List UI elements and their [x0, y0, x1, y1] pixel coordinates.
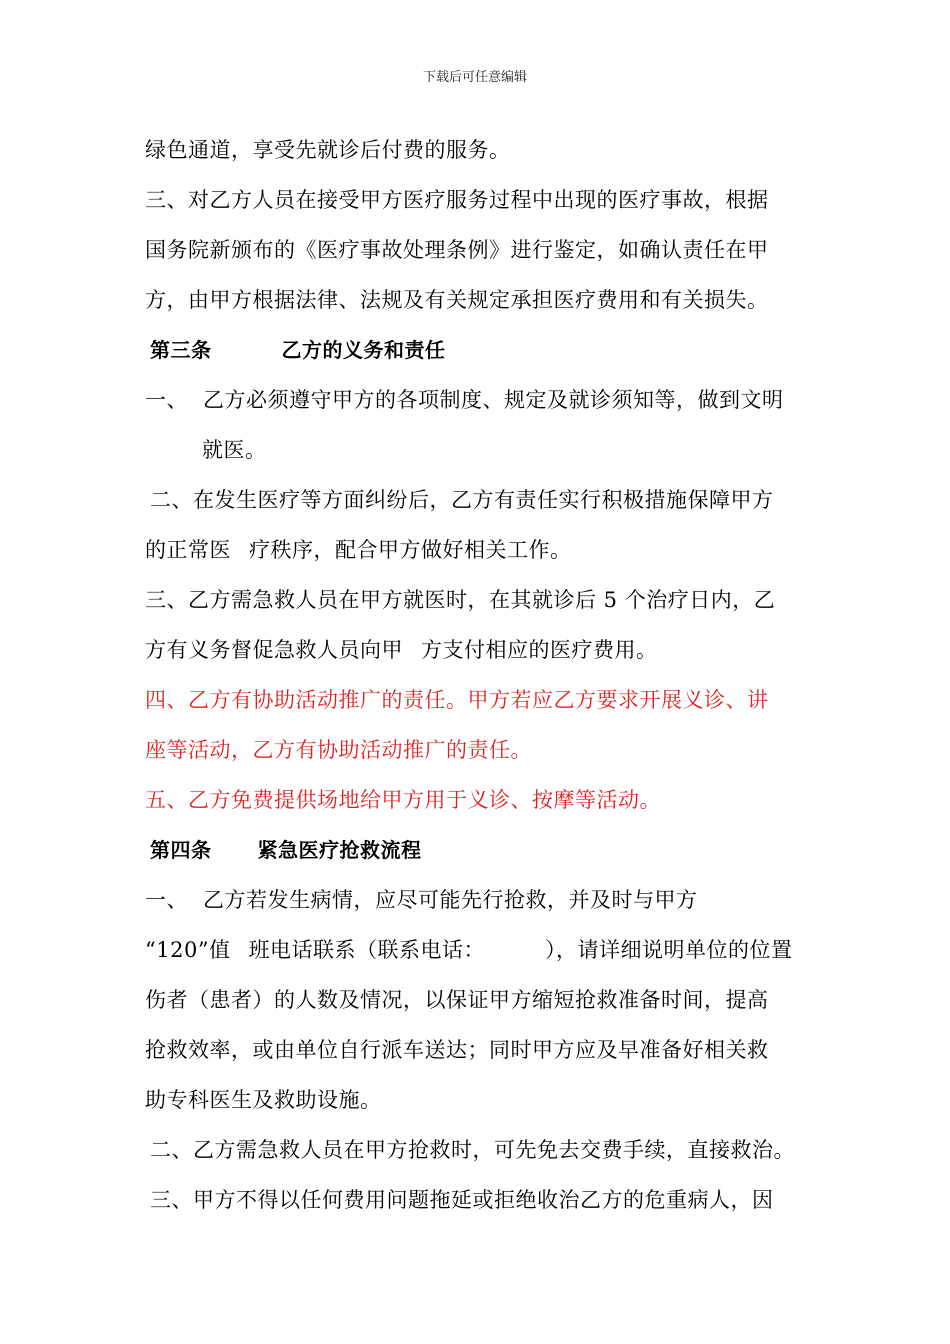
list-number: 一、 — [145, 388, 188, 412]
paragraph-line — [145, 636, 658, 664]
article-number: 第三条 — [150, 338, 212, 362]
article-number: 第四条 — [150, 838, 212, 862]
paragraph-line: 方，由甲方根据法律、法规及有关规定承担医疗费用和有关损失。 — [145, 288, 769, 312]
paragraph-line: 二、在发生医疗等方面纠纷后，乙方有责任实行积极措施保障甲方 — [150, 488, 774, 512]
highlighted-line: 五、乙方免费提供场地给甲方用于义诊、按摩等活动。 — [145, 788, 661, 812]
paragraph-line: 伤者（患者）的人数及情况，以保证甲方缩短抢救准备时间，提高 — [145, 988, 769, 1012]
article-heading-3 — [150, 336, 446, 364]
text-segment: 班电话联系（联系电话： — [248, 938, 486, 962]
paragraph-line — [145, 536, 572, 564]
paragraph-line: 绿色通道，享受先就诊后付费的服务。 — [145, 138, 511, 162]
list-text: 乙方若发生病情，应尽可能先行抢救，并及时与甲方 — [203, 888, 698, 912]
article-heading-4 — [150, 836, 422, 864]
text-segment: ），请详细说明单位的位置 — [545, 938, 793, 962]
list-number: 一、 — [145, 888, 188, 912]
paragraph-line: 三、甲方不得以任何费用问题拖延或拒绝收治乙方的危重病人，因 — [150, 1188, 774, 1212]
text-segment: 疗秩序，配合甲方做好相关工作。 — [249, 538, 572, 562]
text-segment: 方有义务督促急救人员向甲 — [145, 638, 403, 662]
highlighted-line: 座等活动，乙方有协助活动推广的责任。 — [145, 738, 532, 762]
text-segment: 的正常医 — [145, 538, 231, 562]
paragraph-line — [145, 386, 784, 414]
paragraph-line: 国务院新颁布的《医疗事故处理条例》进行鉴定，如确认责任在甲 — [145, 238, 769, 262]
paragraph-line: 三、对乙方人员在接受甲方医疗服务过程中出现的医疗事故，根据 — [145, 188, 769, 212]
paragraph-line: 二、乙方需急救人员在甲方抢救时，可先免去交费手续，直接救治。 — [150, 1138, 795, 1162]
article-title: 乙方的义务和责任 — [281, 338, 446, 362]
paragraph-line: 抢救效率，或由单位自行派车送达；同时甲方应及早准备好相关救 — [145, 1038, 769, 1062]
paragraph-line — [145, 936, 793, 964]
list-text: 乙方必须遵守甲方的各项制度、规定及就诊须知等，做到文明 — [203, 388, 784, 412]
paragraph-line — [145, 886, 698, 914]
highlighted-line: 四、乙方有协助活动推广的责任。甲方若应乙方要求开展义诊、讲 — [145, 688, 769, 712]
paragraph-line: 助专科医生及救助设施。 — [145, 1088, 382, 1112]
paragraph-line: 三、乙方需急救人员在甲方就医时，在其就诊后 5 个治疗日内，乙 — [145, 588, 776, 612]
text-segment: “120”值 — [145, 938, 231, 962]
paragraph-line: 就医。 — [202, 438, 267, 462]
page-header: 下载后可任意编辑 — [422, 70, 527, 85]
text-segment: 方支付相应的医疗费用。 — [421, 638, 658, 662]
article-title: 紧急医疗抢救流程 — [257, 838, 422, 862]
